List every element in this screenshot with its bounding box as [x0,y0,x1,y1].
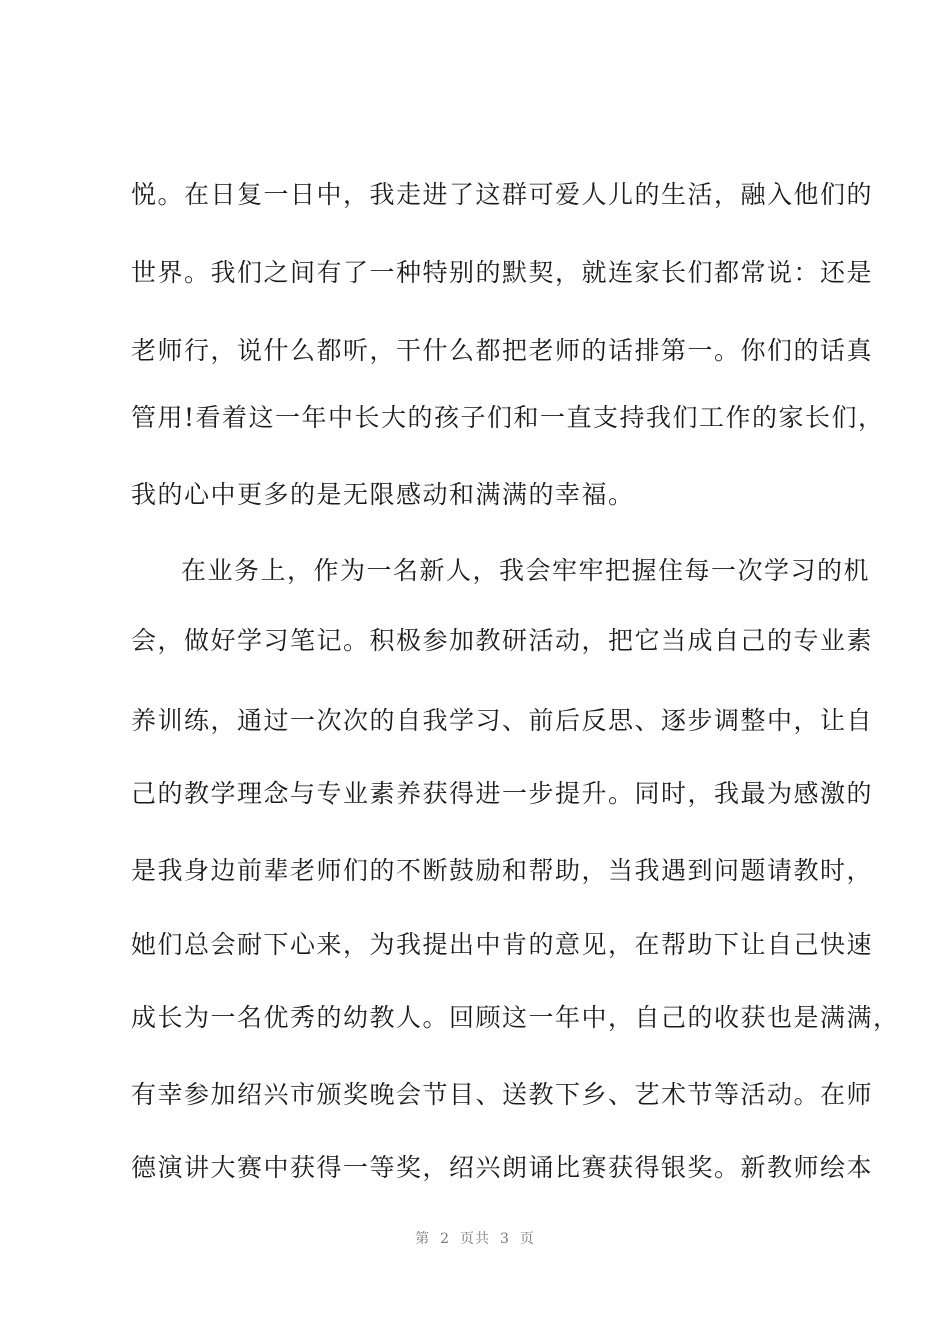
footer-page-number: 2 [440,1231,450,1247]
text-line: 世界。我们之间有了一种特别的默契，就连家长们都常说：还是 [131,258,874,287]
text-line: 己的教学理念与专业素养获得进一步提升。同时，我最为感激的 [131,779,874,808]
text-line: 她们总会耐下心来，为我提出中肯的意见，在帮助下让自己快速 [131,930,874,959]
footer-suffix: 页 [519,1231,535,1247]
text-line: 会，做好学习笔记。积极参加教研活动，把它当成自己的专业素 [131,626,874,655]
page-number-footer [0,1228,950,1248]
text-line: 养训练，通过一次次的自我学习、前后反思、逐步调整中，让自 [131,706,874,735]
footer-middle: 页共 [460,1231,490,1247]
text-line: 成长为一名优秀的幼教人。回顾这一年中，自己的收获也是满满， [131,1003,900,1032]
text-line: 悦。在日复一日中，我走进了这群可爱人儿的生活，融入他们的 [131,180,874,209]
text-line: 我的心中更多的是无限感动和满满的幸福。 [131,480,635,509]
text-line: 德演讲大赛中获得一等奖，绍兴朗诵比赛获得银奖。新教师绘本 [131,1153,874,1182]
footer-prefix: 第 [415,1231,431,1247]
text-line: 是我身边前辈老师们的不断鼓励和帮助，当我遇到问题请教时， [131,856,874,885]
text-line: 管用!看着这一年中长大的孩子们和一直支持我们工作的家长们， [131,403,885,432]
text-line: 老师行，说什么都听，干什么都把老师的话排第一。你们的话真 [131,336,874,365]
footer-total-pages: 3 [500,1231,510,1247]
text-line: 有幸参加绍兴市颁奖晚会节目、送教下乡、艺术节等活动。在师 [131,1080,874,1109]
paragraph-first-line: 在业务上，作为一名新人，我会牢牢把握住每一次学习的机 [181,556,871,585]
